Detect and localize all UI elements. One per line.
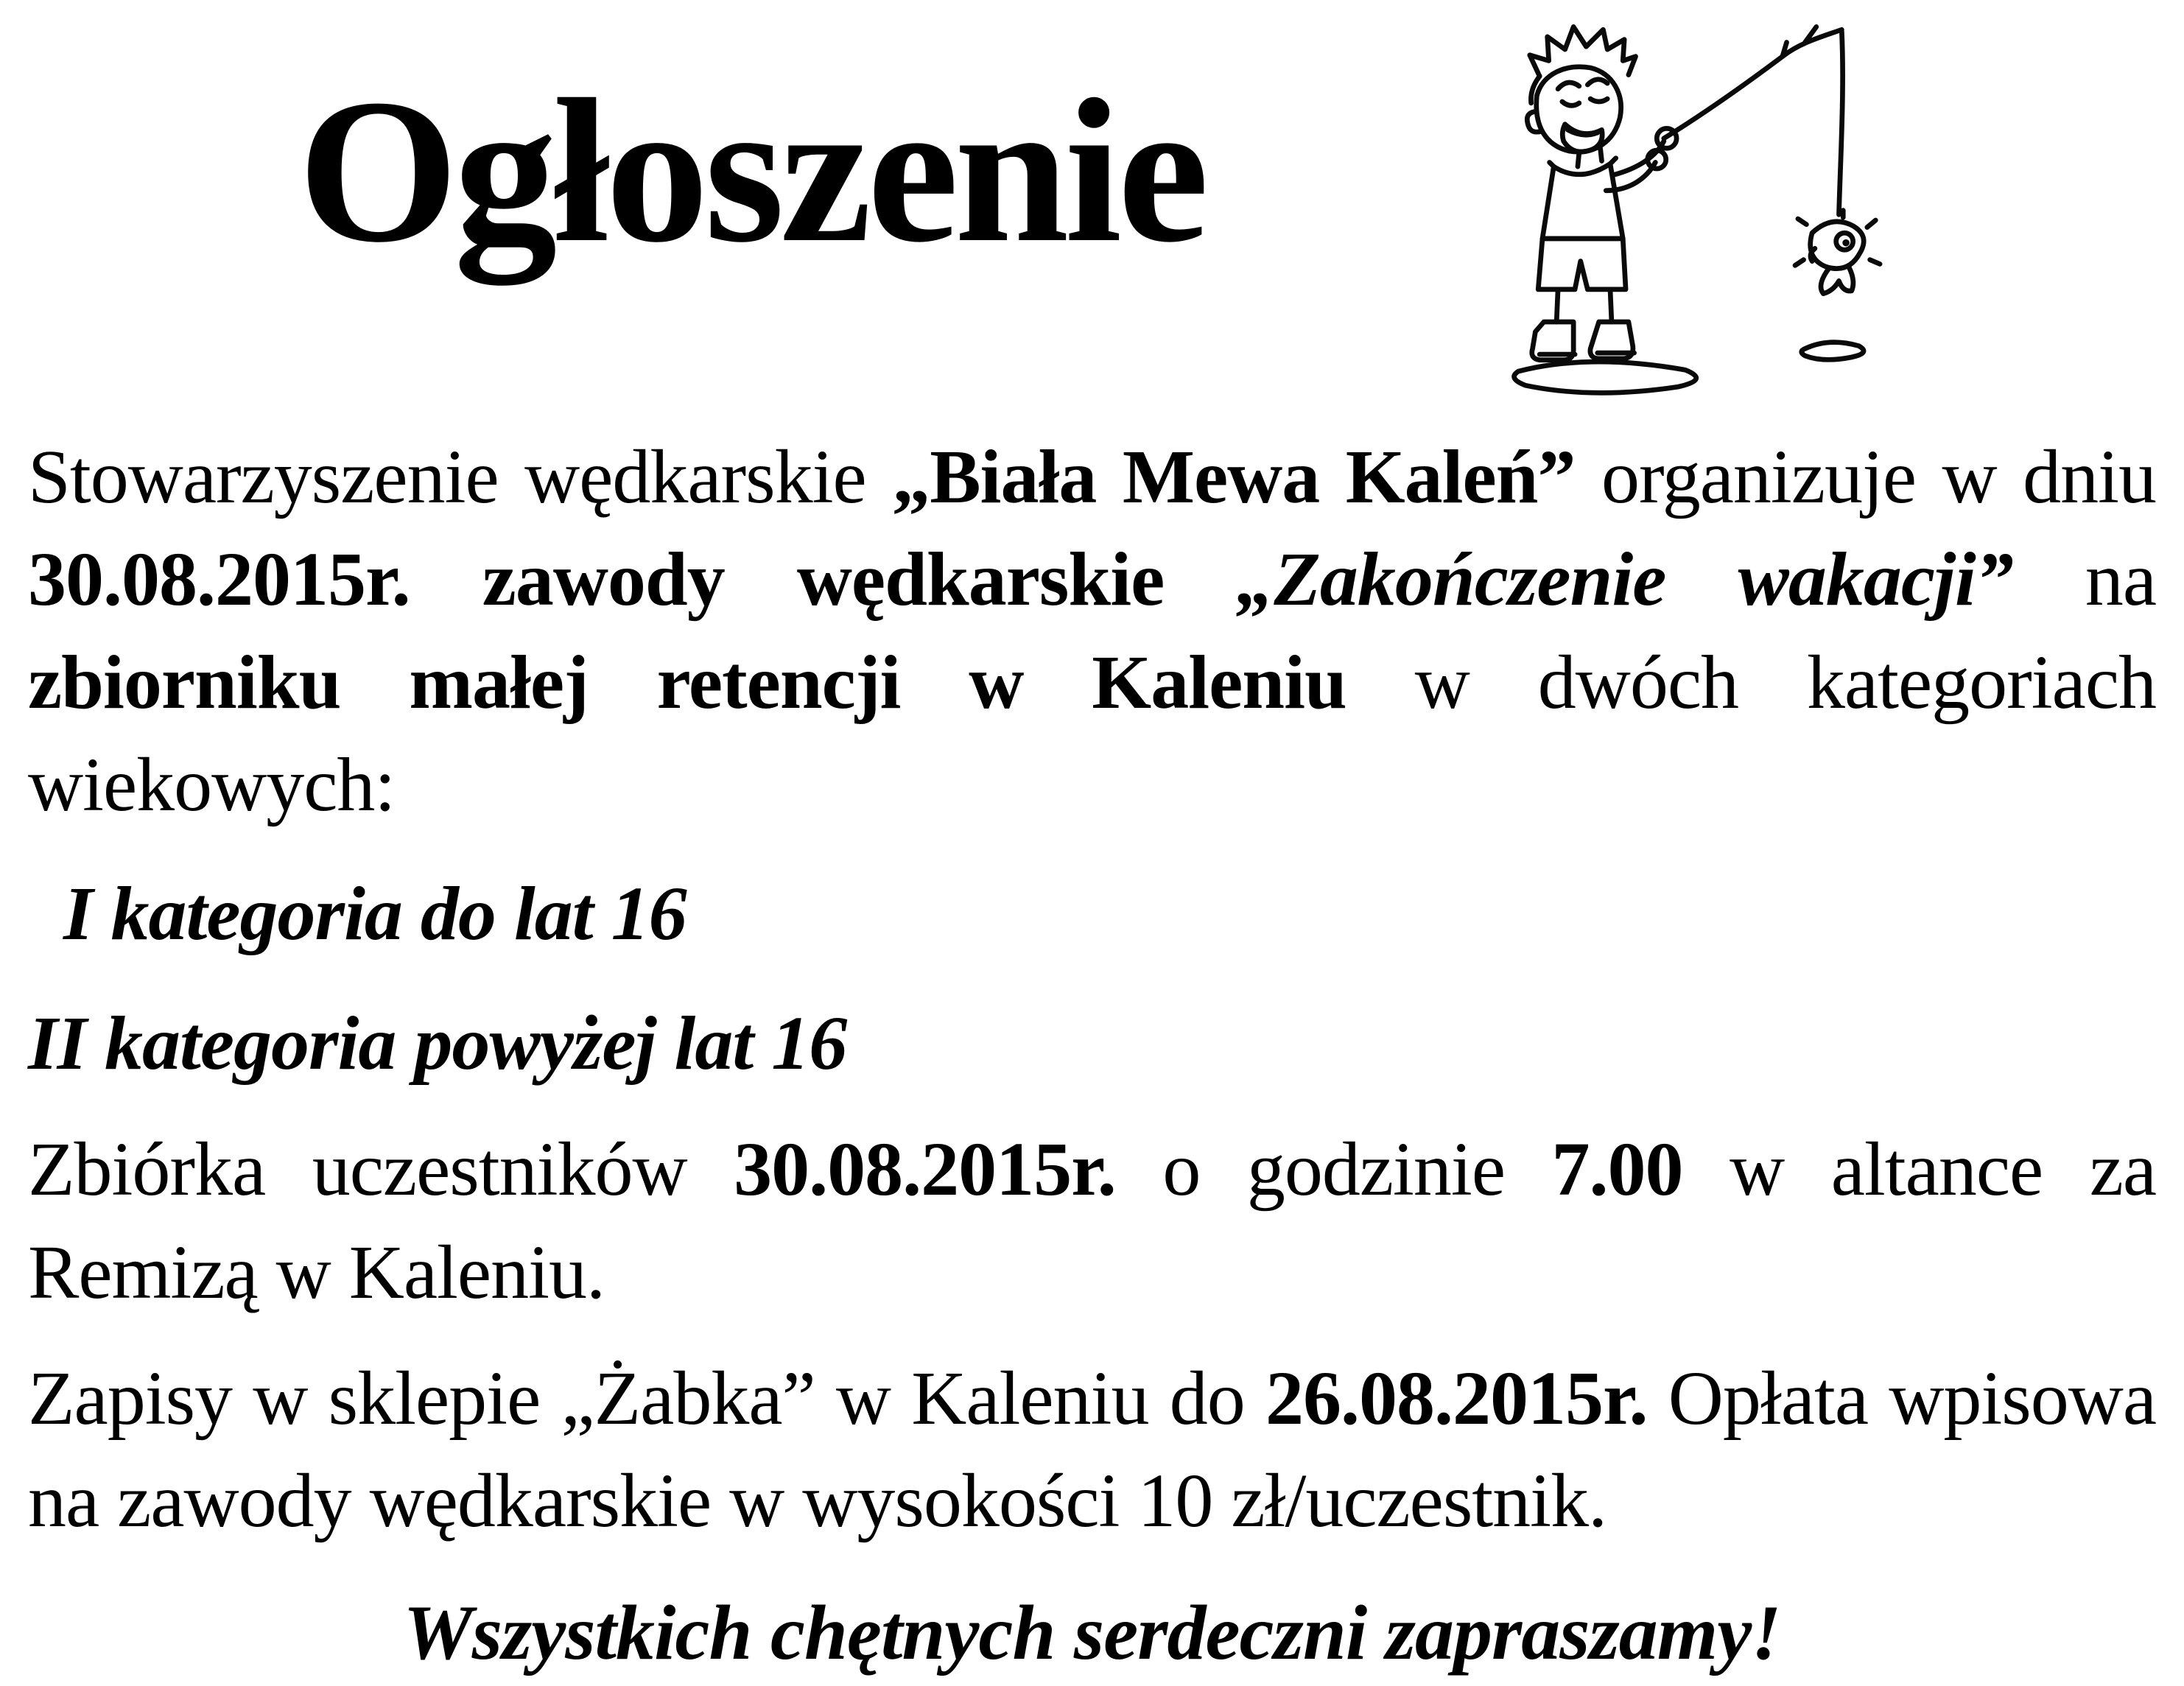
text-segment: Zapisy w sklepie „Żabka” w Kaleniu do [28,1355,1265,1441]
closing-invitation: Wszystkich chętnych serdeczni zapraszamy! [403,1589,1781,1676]
announcement-body [28,426,2156,1683]
text-segment: na [2012,537,2156,622]
category-2: II kategoria powyżej lat 16 [28,1000,847,1086]
category-1: I kategoria do lat 16 [63,871,687,957]
text-segment: o godzinie [1115,1127,1552,1212]
assembly-date: 30.08.2015r. [734,1127,1116,1212]
paragraph-registration [28,1347,2156,1553]
registration-deadline: 26.08.2015r. [1265,1355,1648,1441]
text-segment: Zbiórka uczestników [28,1127,734,1212]
event-name: „Zakończenie wakacji” [1236,537,2013,622]
text-segment: organizuje w dniu [1575,435,2156,519]
paragraph-assembly [28,1118,2156,1324]
association-name: „Biała Mewa Kaleń” [892,435,1576,519]
paragraph-intro [28,426,2156,836]
text-segment: Opłata wpisowa na zawody wędkarskie w wysokości 10 zł/uczestnik. [28,1355,2157,1544]
event-date-and-type: 30.08.2015r. zawody wędkarskie [28,537,1237,622]
title-wrap [28,0,1475,285]
boy-fishing-illustration [1475,4,1898,402]
text-segment: w altance za Remizą w Kaleniu. [28,1127,2157,1315]
text-segment: Stowarzyszenie wędkarskie [28,435,893,519]
text-segment: w dwóch kategoriach wiekowych: [28,639,2156,828]
assembly-time: 7.00 [1551,1127,1683,1212]
venue: zbiorniku małej retencji w Kaleniu [28,639,1346,725]
header [28,0,2156,402]
page-title: Ogłoszenie [298,56,1205,285]
